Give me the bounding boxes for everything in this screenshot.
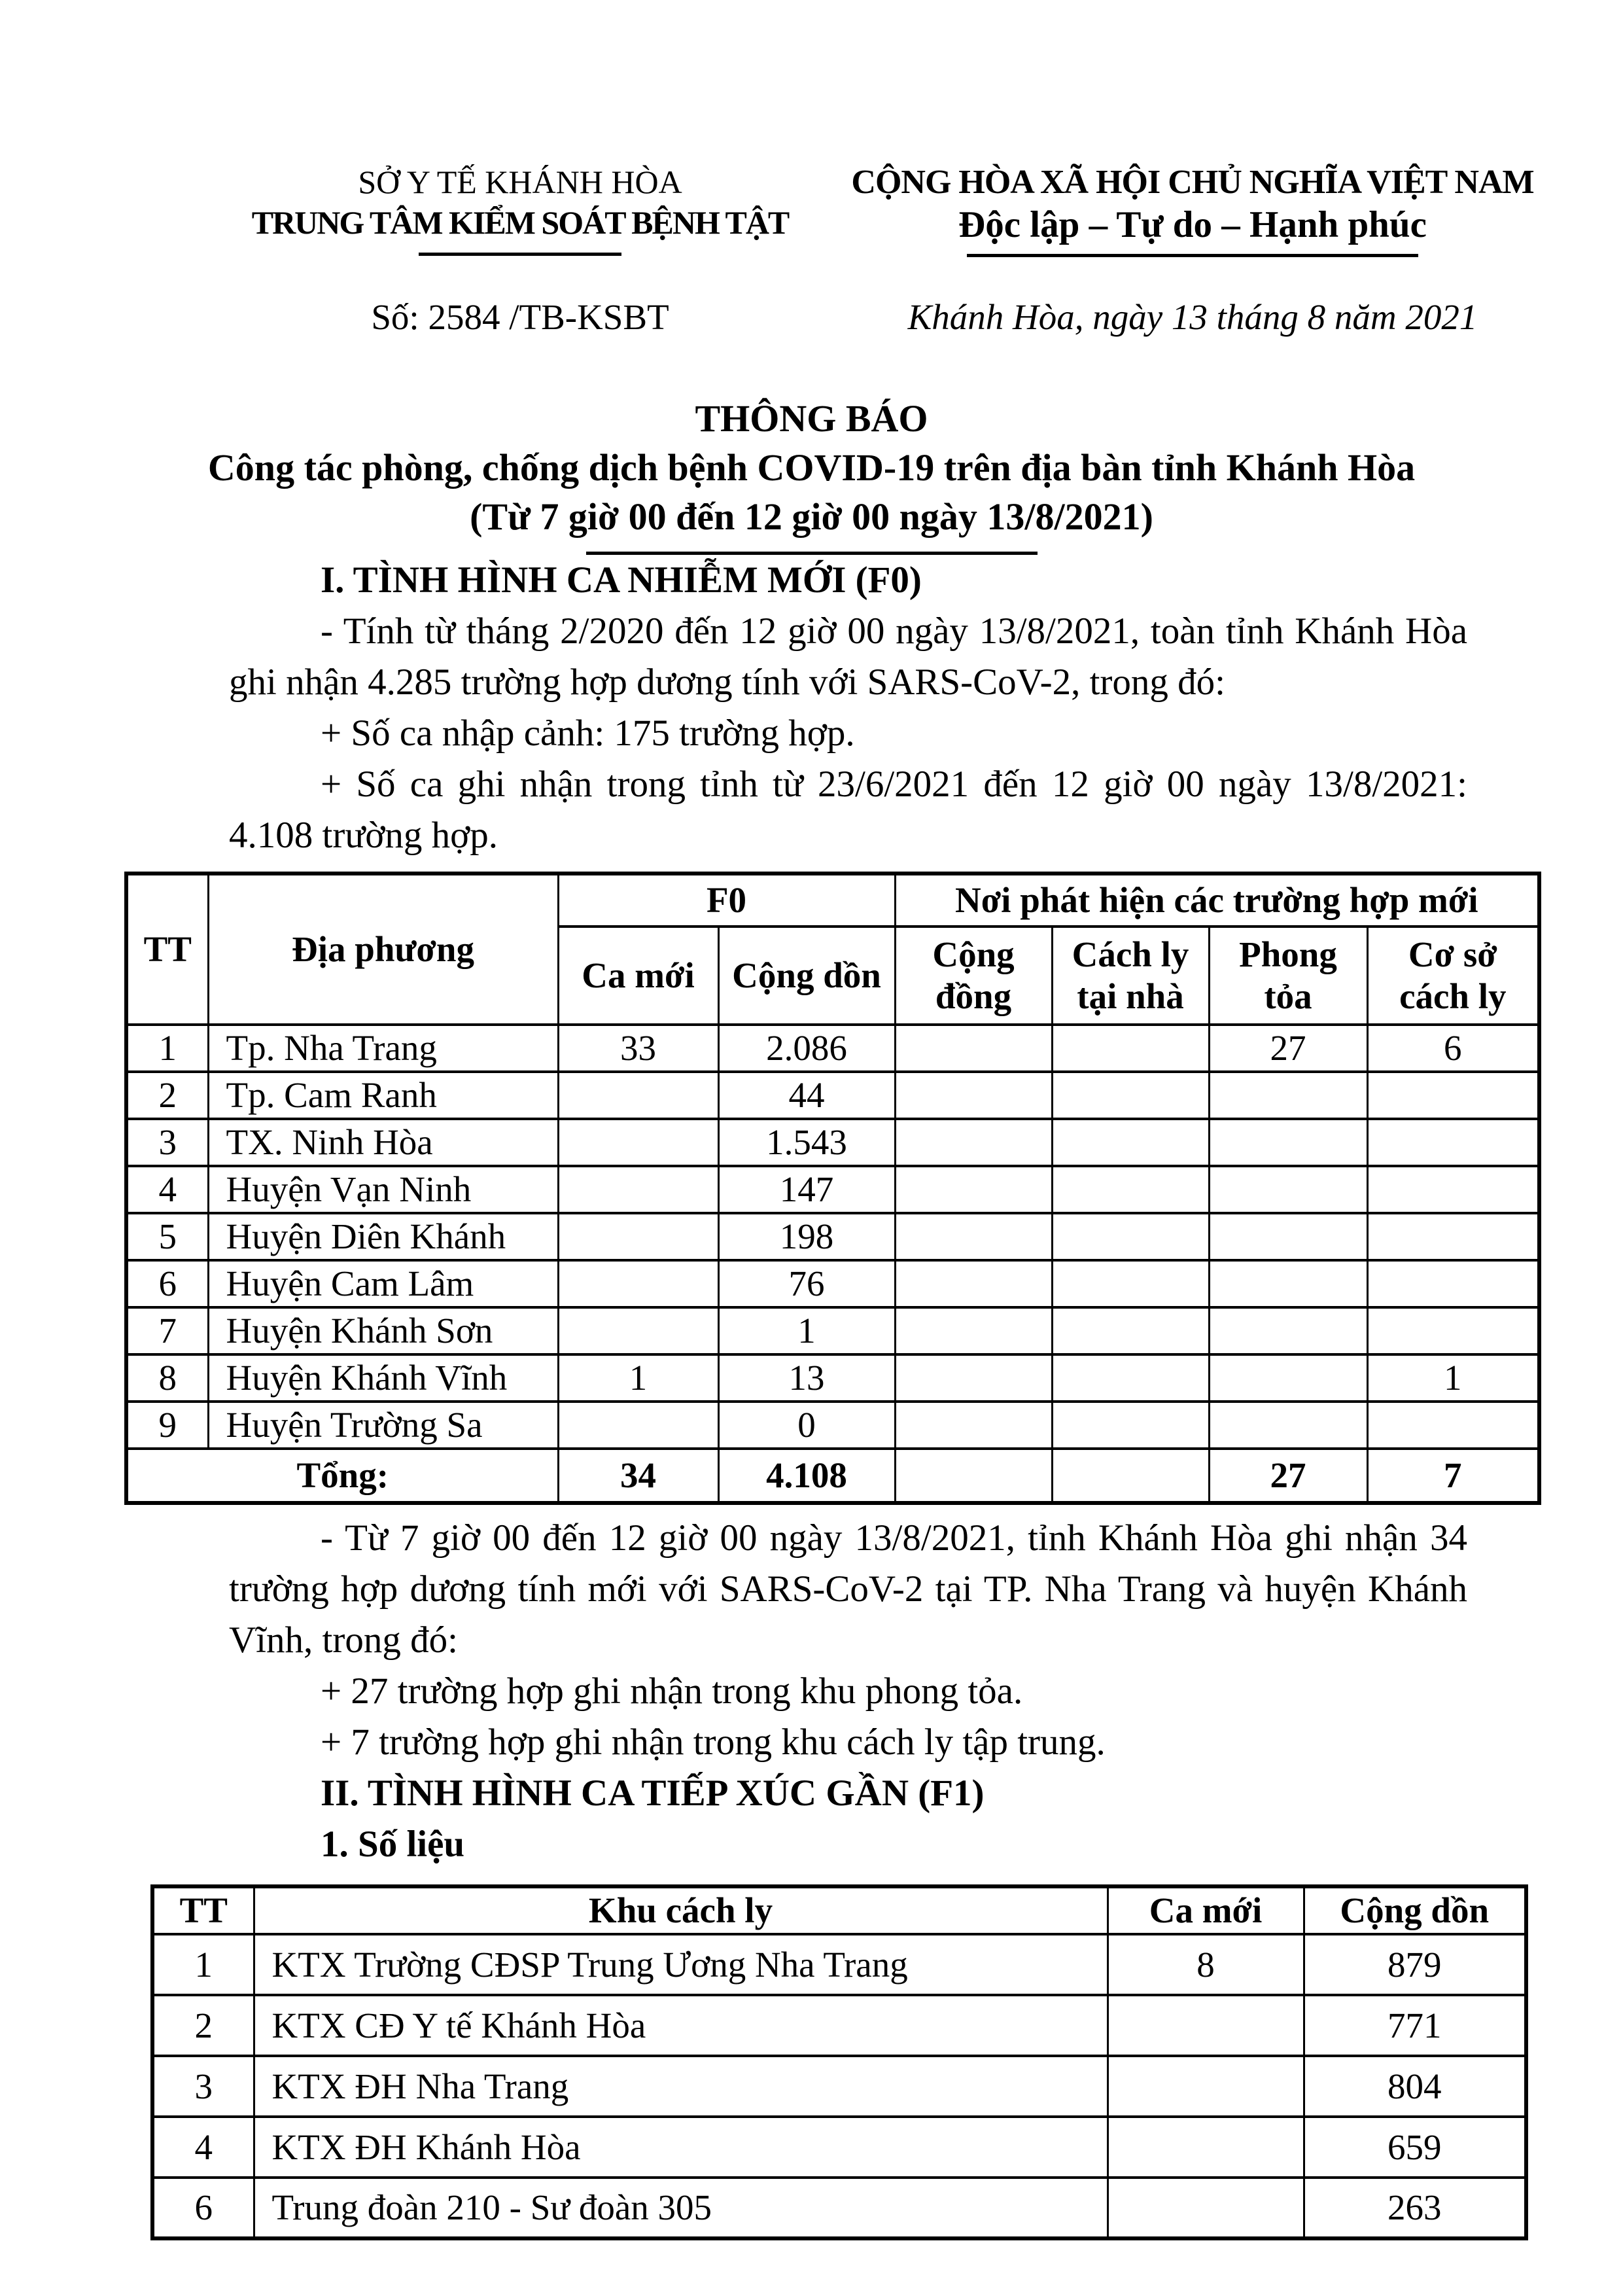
cell: 8 [1108,1934,1304,1995]
cell: 4.108 [718,1449,895,1503]
cell [1367,1166,1539,1213]
col-group-f0: F0 [558,874,895,927]
cell: KTX ĐH Nha Trang [254,2056,1108,2117]
col-header-cong-don: Cộng dồn [1304,1886,1526,1934]
cell: 6 [126,1260,208,1307]
cell: 6 [152,2178,254,2238]
table-row [152,1995,1526,2056]
cell: 1 [126,1025,208,1072]
cell: 6 [1367,1025,1539,1072]
cell [1367,1119,1539,1166]
f0-by-locality-table [124,872,1541,1505]
cell [895,1213,1052,1260]
cell [1052,1354,1209,1402]
cell [895,1025,1052,1072]
table-row [126,1213,1539,1260]
col-group-noi-phat-hien: Nơi phát hiện các trường hợp mới [895,874,1539,927]
col-header-cach-ly-tai-nha: Cách ly tại nhà [1052,927,1209,1025]
docno-date-row [0,257,1623,338]
table-row [152,1934,1526,1995]
cell: 27 [1209,1449,1367,1503]
col-header-cong-dong: Cộng đồng [895,927,1052,1025]
agency-header-block [193,162,847,257]
national-motto: Độc lập – Tự do – Hạnh phúc [958,204,1427,245]
cell [1209,1402,1367,1449]
total-label: Tổng: [126,1449,558,1503]
cell [895,1402,1052,1449]
cell: 9 [126,1402,208,1449]
table-row [126,1119,1539,1166]
cell [895,1449,1052,1503]
cell [1367,1072,1539,1119]
cell: 5 [126,1213,208,1260]
cell [558,1307,718,1354]
section-2-sub-heading: 1. Số liệu [321,1824,465,1865]
place-date-line: Khánh Hòa, ngày 13 tháng 8 năm 2021 [907,297,1478,337]
cell: 1.543 [718,1119,895,1166]
cell: KTX ĐH Khánh Hòa [254,2117,1108,2178]
table-row [126,1025,1539,1072]
cell [1209,1119,1367,1166]
cell: Huyện Khánh Vĩnh [208,1354,558,1402]
paragraph: - Tính từ tháng 2/2020 đến 12 giờ 00 ngày 13/8/2021, toàn tỉnh Khánh Hòa ghi nhận 4.285 trường hợp dương tính với SARS-CoV-2, trong đó: [229,610,1467,703]
table-row [126,1307,1539,1354]
col-header-tt: TT [152,1886,254,1934]
cell: 33 [558,1025,718,1072]
col-header-ca-moi: Ca mới [558,927,718,1025]
table-row [152,2056,1526,2117]
section-2-heading: II. TÌNH HÌNH CA TIẾP XÚC GẦN (F1) [321,1773,985,1814]
table-row [126,1402,1539,1449]
cell: Tp. Nha Trang [208,1025,558,1072]
cell [558,1402,718,1449]
cell: 34 [558,1449,718,1503]
col-header-phong-toa: Phong tỏa [1209,927,1367,1025]
cell [558,1119,718,1166]
cell [1209,1307,1367,1354]
section-1-continued [229,1513,1467,1870]
cell: 2 [126,1072,208,1119]
motto-divider-line [967,254,1418,257]
cell [1367,1307,1539,1354]
cell: TX. Ninh Hòa [208,1119,558,1166]
cell [558,1213,718,1260]
cell [1108,2117,1304,2178]
agency-name: TRUNG TÂM KIỂM SOÁT BỆNH TẬT [251,204,789,241]
cell: 1 [558,1354,718,1402]
col-header-khu-cach-ly: Khu cách ly [254,1886,1108,1934]
table-row [126,1354,1539,1402]
bullet-line: + Số ca nhập cảnh: 175 trường hợp. [321,713,855,754]
cell: 27 [1209,1025,1367,1072]
table-header-row [126,874,1539,927]
cell: 1 [718,1307,895,1354]
bullet-line: + 7 trường hợp ghi nhận trong khu cách ly tập trung. [321,1722,1106,1763]
cell: Trung đoàn 210 - Sư đoàn 305 [254,2178,1108,2238]
cell [1108,1995,1304,2056]
bullet-line: + 27 trường hợp ghi nhận trong khu phong tỏa. [321,1670,1023,1712]
cell: Huyện Trường Sa [208,1402,558,1449]
cell [1367,1260,1539,1307]
cell: 879 [1304,1934,1526,1995]
table-row [126,1260,1539,1307]
document-time-range: (Từ 7 giờ 00 đến 12 giờ 00 ngày 13/8/2021) [470,495,1153,538]
cell: 2.086 [718,1025,895,1072]
cell: Huyện Cam Lâm [208,1260,558,1307]
cell: 2 [152,1995,254,2056]
cell [895,1119,1052,1166]
table-header-row [152,1886,1526,1934]
f1-table-header [152,1886,1526,1934]
cell [1108,2056,1304,2117]
col-header-cong-don: Cộng dồn [718,927,895,1025]
f1-table-body [152,1934,1526,2238]
table-row [152,2117,1526,2178]
cell: 659 [1304,2117,1526,2178]
col-header-co-so-cach-ly: Cơ sở cách ly [1367,927,1539,1025]
document-subtitle: Công tác phòng, chống dịch bệnh COVID-19 trên địa bàn tỉnh Khánh Hòa [207,446,1416,489]
cell: 147 [718,1166,895,1213]
cell [895,1354,1052,1402]
cell [1209,1260,1367,1307]
cell [1052,1260,1209,1307]
paragraph: - Từ 7 giờ 00 đến 12 giờ 00 ngày 13/8/2021, tỉnh Khánh Hòa ghi nhận 34 trường hợp dương tính mới với SARS-CoV-2 tại TP. Nha Trang và huyện Khánh Vĩnh, trong đó: [229,1517,1467,1661]
cell [1052,1307,1209,1354]
cell [895,1072,1052,1119]
col-header-dia-phuong: Địa phương [208,874,558,1025]
cell [1052,1213,1209,1260]
title-block [0,394,1623,555]
cell [895,1260,1052,1307]
cell [1367,1402,1539,1449]
section-1-heading: I. TÌNH HÌNH CA NHIỄM MỚI (F0) [321,559,922,601]
agency-parent-name: SỞ Y TẾ KHÁNH HÒA [358,164,682,200]
cell [1209,1213,1367,1260]
cell: 76 [718,1260,895,1307]
cell: 804 [1304,2056,1526,2117]
table-row [126,1072,1539,1119]
bullet-line: + Số ca ghi nhận trong tỉnh từ 23/6/2021 đến 12 giờ 00 ngày 13/8/2021: 4.108 trường hợp. [229,764,1467,856]
document-header [0,0,1623,257]
cell [1209,1166,1367,1213]
cell: 13 [718,1354,895,1402]
table-row [126,1166,1539,1213]
cell: KTX Trường CĐSP Trung Ương Nha Trang [254,1934,1108,1995]
cell: 4 [126,1166,208,1213]
cell [558,1072,718,1119]
document-number: Số: 2584 /TB-KSBT [371,297,669,337]
cell [1108,2178,1304,2238]
cell: 7 [1367,1449,1539,1503]
cell: 198 [718,1213,895,1260]
cell: 1 [152,1934,254,1995]
cell [558,1260,718,1307]
table-row [152,2178,1526,2238]
table-total-row [126,1449,1539,1503]
cell: 7 [126,1307,208,1354]
cell [1052,1025,1209,1072]
f0-table-header [126,874,1539,1025]
section-1 [229,555,1467,861]
col-header-ca-moi: Ca mới [1108,1886,1304,1934]
cell: Huyện Khánh Sơn [208,1307,558,1354]
cell [1052,1166,1209,1213]
cell: 1 [1367,1354,1539,1402]
cell [1052,1402,1209,1449]
cell: 263 [1304,2178,1526,2238]
cell: Huyện Diên Khánh [208,1213,558,1260]
cell: KTX CĐ Y tế Khánh Hòa [254,1995,1108,2056]
national-motto-block [847,162,1538,257]
document-title: THÔNG BÁO [695,397,928,440]
cell [1052,1449,1209,1503]
cell [1052,1119,1209,1166]
cell: 44 [718,1072,895,1119]
national-title: CỘNG HÒA XÃ HỘI CHỦ NGHĨA VIỆT NAM [851,164,1534,201]
cell: Huyện Vạn Ninh [208,1166,558,1213]
cell: 3 [126,1119,208,1166]
f1-quarantine-table [150,1884,1528,2240]
cell: Tp. Cam Ranh [208,1072,558,1119]
cell [1209,1354,1367,1402]
cell: 8 [126,1354,208,1402]
agency-divider-line [419,253,621,256]
col-header-tt: TT [126,874,208,1025]
cell: 4 [152,2117,254,2178]
cell [558,1166,718,1213]
cell [1052,1072,1209,1119]
cell [895,1307,1052,1354]
cell: 0 [718,1402,895,1449]
cell [895,1166,1052,1213]
cell [1367,1213,1539,1260]
cell: 771 [1304,1995,1526,2056]
cell: 3 [152,2056,254,2117]
f0-table-body [126,1025,1539,1503]
cell [1209,1072,1367,1119]
